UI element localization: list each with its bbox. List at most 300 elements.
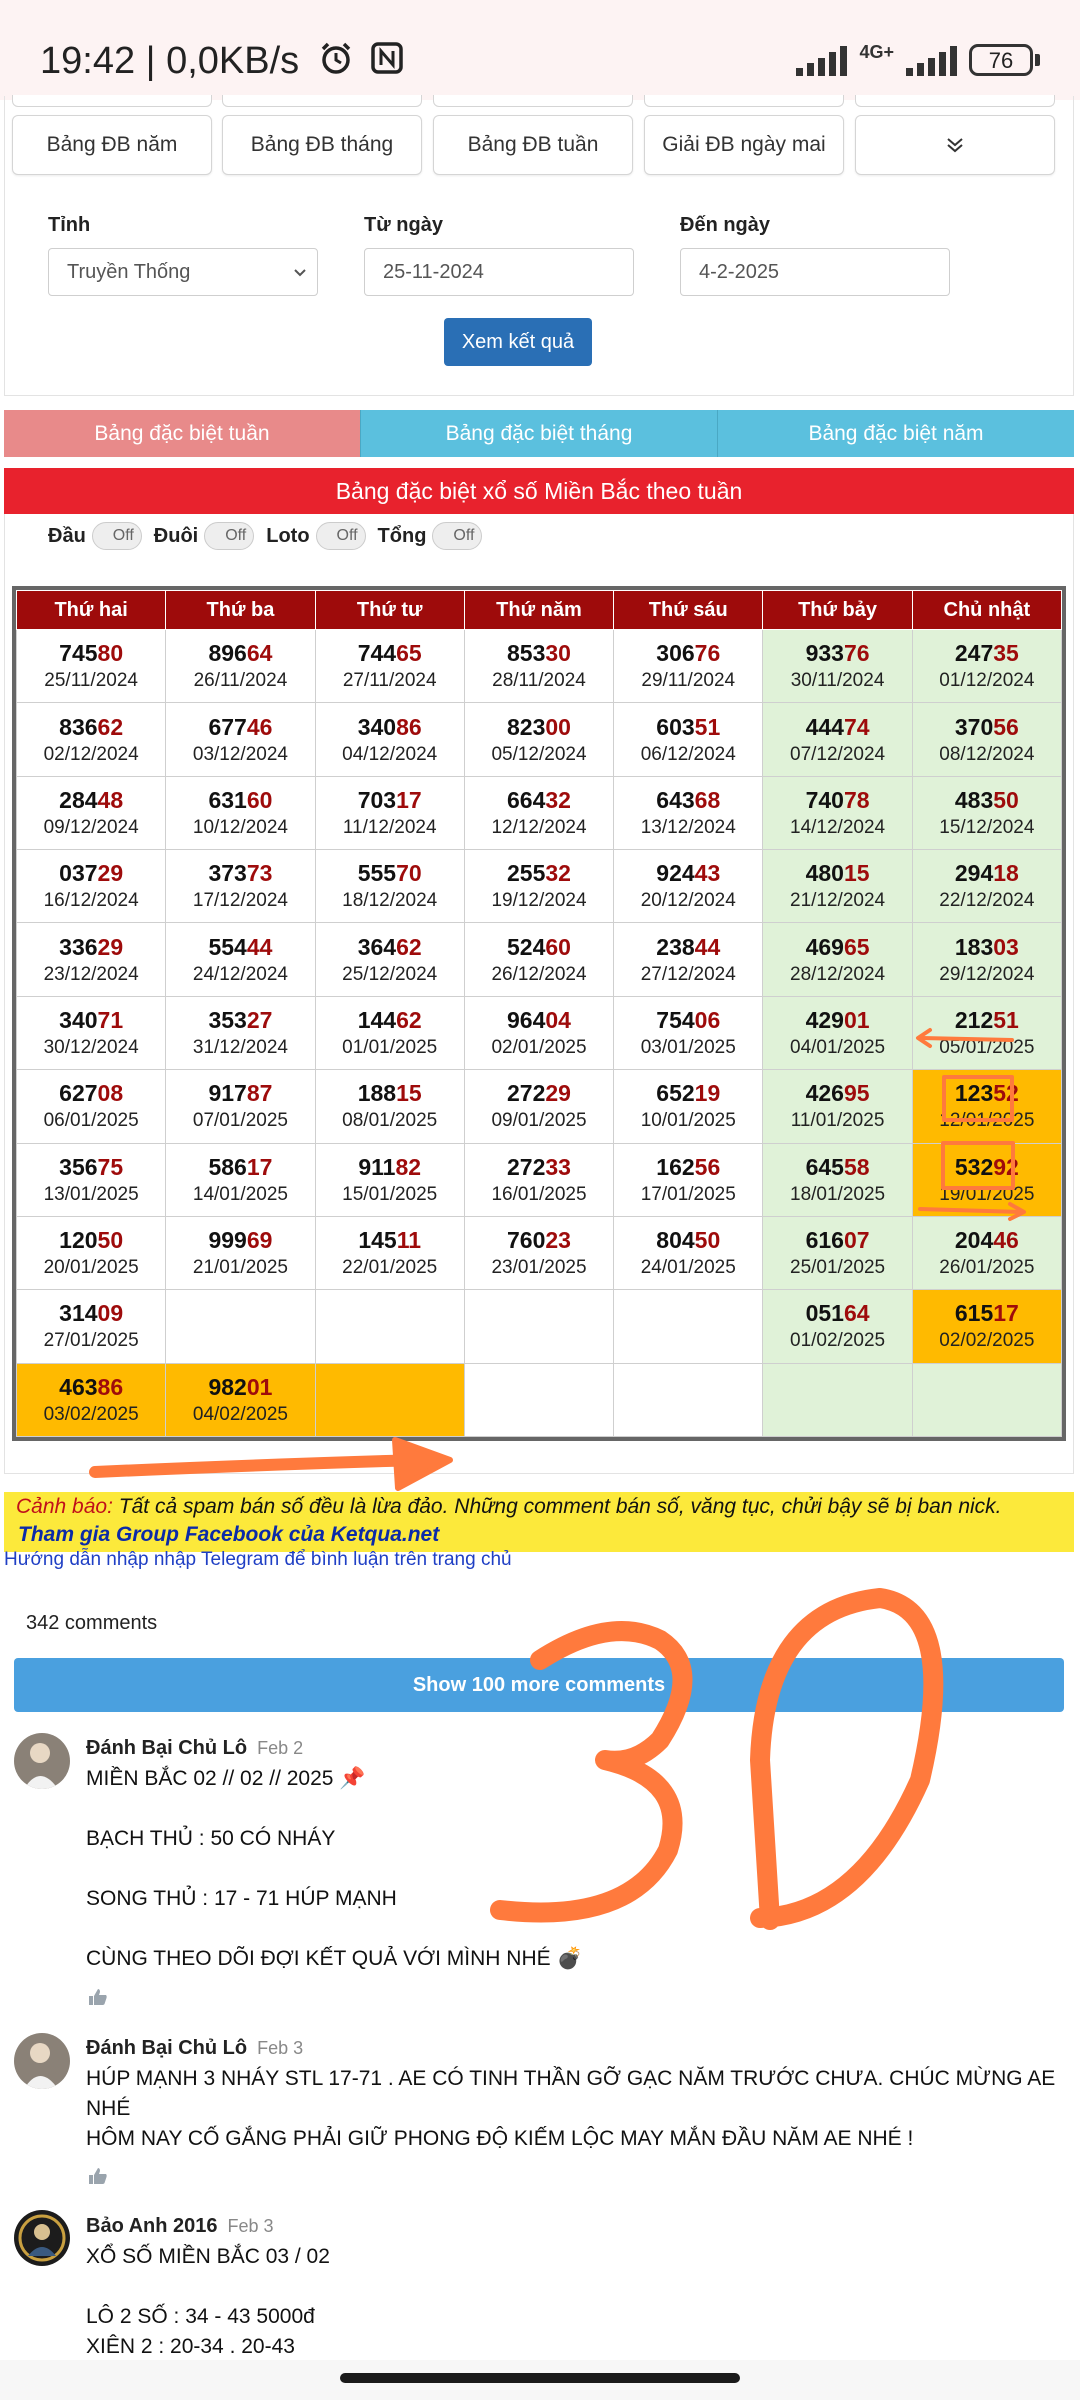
- number-tail: 60: [246, 786, 273, 813]
- toggle-row: [48, 522, 488, 550]
- comment-line: CÙNG THEO DÕI ĐỢI KẾT QUẢ VỚI MÌNH NHÉ 💣: [86, 1947, 583, 1970]
- result-cell: [17, 1143, 166, 1216]
- status-time-text: 19:42 | 0,0KB/s: [40, 40, 300, 83]
- toggle-loto[interactable]: Off: [316, 522, 366, 550]
- battery-tip: [1035, 54, 1040, 66]
- result-date: 04/02/2025: [192, 1403, 288, 1425]
- number-tail: 17: [246, 1153, 273, 1180]
- number-head: 917: [208, 1080, 247, 1107]
- comment-date: Feb 2: [257, 1738, 304, 1758]
- number-head: 238: [656, 933, 695, 960]
- result-number: [17, 858, 165, 888]
- result-date: 09/01/2025: [491, 1110, 587, 1132]
- result-number: [763, 1298, 911, 1328]
- result-number: [763, 785, 911, 815]
- number-tail: 60: [545, 933, 571, 960]
- number-tail: 69: [246, 1227, 273, 1254]
- result-number: [465, 1078, 613, 1108]
- number-head: 336: [59, 933, 98, 960]
- comment-count: 342 comments: [26, 1612, 158, 1634]
- result-number: [166, 858, 314, 888]
- number-head: 373: [208, 860, 247, 887]
- result-number: [17, 785, 165, 815]
- result-cell: [464, 1070, 613, 1143]
- number-head: 754: [656, 1006, 695, 1033]
- column-header: Thứ ba: [166, 591, 315, 630]
- number-tail: 44: [694, 933, 721, 960]
- number-tail: 65: [396, 640, 422, 667]
- result-cell: [17, 850, 166, 923]
- battery-icon: [969, 44, 1033, 76]
- result-cell: [912, 630, 1061, 703]
- number-head: 703: [357, 786, 397, 813]
- result-cell: [315, 776, 464, 849]
- result-number: [17, 1298, 165, 1328]
- number-head: 627: [59, 1080, 98, 1107]
- battery-level: 76: [988, 47, 1014, 73]
- result-number: [913, 1005, 1061, 1035]
- show-more-comments-button[interactable]: Show 100 more comments: [14, 1658, 1064, 1712]
- btn-db-year[interactable]: Bảng ĐB năm: [12, 115, 212, 175]
- result-cell: [614, 1143, 763, 1216]
- number-head: 745: [59, 640, 98, 667]
- number-head: 444: [805, 713, 844, 740]
- comment-author[interactable]: [86, 1737, 303, 1760]
- signal-icon-2: [906, 44, 957, 76]
- result-date: 01/12/2024: [939, 670, 1035, 692]
- result-cell: [763, 850, 912, 923]
- result-number: [316, 785, 464, 815]
- number-tail: 86: [97, 1373, 124, 1400]
- result-cell: [166, 923, 315, 996]
- result-cell: [315, 630, 464, 703]
- result-date: 19/12/2024: [491, 890, 587, 912]
- result-cell: [17, 996, 166, 1069]
- result-cell: [763, 996, 912, 1069]
- table-row: [17, 1070, 1062, 1143]
- result-cell: [614, 1216, 763, 1289]
- result-date: 13/12/2024: [640, 816, 736, 838]
- number-head: 643: [656, 786, 695, 813]
- number-tail: 46: [993, 1227, 1019, 1254]
- telegram-guide-link[interactable]: Hướng dẫn nhập nhập Telegram để bình luận trên trang chủ: [4, 1549, 512, 1570]
- result-cell: [912, 1070, 1061, 1143]
- result-number: [465, 638, 613, 668]
- result-number: [763, 1225, 911, 1255]
- comment-line: XỔ SỐ MIỀN BẮC 03 / 02: [86, 2245, 330, 2268]
- number-head: 340: [59, 1006, 98, 1033]
- result-number: [614, 785, 762, 815]
- number-tail: 87: [246, 1080, 273, 1107]
- result-number: [17, 1152, 165, 1182]
- number-tail: 80: [97, 640, 124, 667]
- result-cell: [464, 923, 613, 996]
- column-header: Thứ sáu: [614, 591, 763, 630]
- comment-line: HÚP MẠNH 3 NHÁY STL 17-71 . AE CÓ TINH THẦN GỠ GẠC NĂM TRƯỚC CHƯA. CHÚC MỪNG AE: [86, 2067, 1056, 2090]
- result-cell: [17, 776, 166, 849]
- result-date: 04/12/2024: [342, 743, 438, 765]
- number-head: 204: [954, 1227, 994, 1254]
- result-number: [17, 1225, 165, 1255]
- number-head: 911: [358, 1153, 396, 1180]
- result-cell: [464, 776, 613, 849]
- number-tail: 11: [396, 1227, 422, 1254]
- result-cell: [763, 776, 912, 849]
- number-tail: 73: [246, 860, 273, 887]
- number-tail: 56: [694, 1153, 721, 1180]
- result-cell: [17, 1216, 166, 1289]
- number-tail: 64: [843, 1300, 870, 1327]
- result-cell: [166, 1363, 315, 1436]
- result-number: [17, 1372, 165, 1402]
- result-number: [166, 712, 314, 742]
- table-row: [17, 630, 1062, 703]
- result-cell: [912, 776, 1061, 849]
- author-name[interactable]: Đánh Bại Chủ Lô: [86, 1737, 248, 1759]
- number-tail: 50: [97, 1227, 124, 1254]
- result-date: 17/01/2025: [640, 1183, 736, 1205]
- result-date: 20/12/2024: [640, 890, 736, 912]
- result-date: 20/01/2025: [43, 1257, 139, 1279]
- result-date: 01/02/2025: [790, 1330, 886, 1352]
- number-head: 853: [507, 640, 546, 667]
- number-tail: 44: [246, 933, 273, 960]
- result-date: 06/01/2025: [43, 1110, 139, 1132]
- number-tail: 62: [97, 713, 124, 740]
- comment-author[interactable]: [86, 2037, 303, 2060]
- number-head: 603: [656, 713, 695, 740]
- result-number: [913, 712, 1061, 742]
- result-date: 22/01/2025: [342, 1257, 438, 1279]
- number-head: 744: [357, 640, 397, 667]
- status-right-group: [796, 42, 1040, 77]
- facebook-group-link[interactable]: Tham gia Group Facebook của Ketqua.net: [18, 1523, 440, 1546]
- result-number: [166, 638, 314, 668]
- result-date: 10/01/2025: [640, 1110, 736, 1132]
- number-head: 145: [358, 1227, 397, 1254]
- number-tail: 51: [694, 713, 721, 740]
- number-tail: 74: [843, 713, 870, 740]
- province-label: Tỉnh: [48, 214, 91, 236]
- result-number: [465, 932, 613, 962]
- result-date: 11/01/2025: [790, 1110, 885, 1132]
- result-number: [166, 1372, 314, 1402]
- warning-text: [16, 1495, 1066, 1519]
- number-head: 051: [805, 1300, 844, 1327]
- result-number: [316, 1005, 464, 1035]
- result-number: [913, 1298, 1061, 1328]
- result-cell: [614, 776, 763, 849]
- number-head: 356: [59, 1153, 98, 1180]
- result-date: 08/12/2024: [939, 743, 1035, 765]
- table-row: [17, 923, 1062, 996]
- province-select[interactable]: [48, 248, 318, 296]
- result-date: 25/12/2024: [342, 963, 438, 985]
- result-cell: [17, 630, 166, 703]
- btn-db-tomorrow[interactable]: Giải ĐB ngày mai: [644, 115, 844, 175]
- result-cell: [912, 1290, 1061, 1363]
- number-head: 247: [954, 640, 994, 667]
- view-results-button[interactable]: Xem kết quả: [444, 318, 592, 366]
- number-tail: 86: [396, 713, 422, 740]
- number-head: 314: [59, 1300, 98, 1327]
- result-number: [465, 1225, 613, 1255]
- number-tail: 06: [694, 1006, 721, 1033]
- result-date: 29/12/2024: [939, 963, 1035, 985]
- result-date: 16/12/2024: [43, 890, 139, 912]
- number-head: 823: [507, 713, 546, 740]
- number-tail: 50: [694, 1227, 721, 1254]
- result-cell: [614, 630, 763, 703]
- result-cell: [315, 1290, 464, 1363]
- toggle-label-loto: Loto: [266, 524, 310, 547]
- result-date: 06/12/2024: [640, 743, 736, 765]
- result-cell: [315, 703, 464, 776]
- number-head: 555: [357, 860, 397, 887]
- number-head: 631: [208, 786, 247, 813]
- nfc-icon: [370, 41, 404, 85]
- number-head: 760: [507, 1227, 546, 1254]
- result-cell: [763, 630, 912, 703]
- result-cell: [17, 703, 166, 776]
- home-gesture-bar[interactable]: [340, 2373, 740, 2383]
- result-date: 02/12/2024: [43, 743, 139, 765]
- result-number: [166, 1005, 314, 1035]
- number-head: 924: [656, 860, 695, 887]
- result-number: [17, 932, 165, 962]
- comment-date: Feb 3: [227, 2216, 274, 2236]
- result-date: 08/01/2025: [342, 1110, 438, 1132]
- result-date: 11/12/2024: [342, 816, 437, 838]
- expand-menu-button[interactable]: [855, 115, 1055, 175]
- warning-message: Tất cả spam bán số đều là lừa đảo. Những comment bán số, văng tục, chửi bậy sẽ bị ban nick.: [118, 1495, 1002, 1518]
- result-cell: [464, 996, 613, 1069]
- table-row: [17, 703, 1062, 776]
- result-date: 28/12/2024: [790, 963, 886, 985]
- number-head: 586: [208, 1153, 247, 1180]
- result-cell: [912, 1216, 1061, 1289]
- number-tail: 48: [97, 786, 124, 813]
- btn-db-week[interactable]: Bảng ĐB tuần: [433, 115, 633, 175]
- number-head: 284: [59, 786, 98, 813]
- number-head: 896: [208, 640, 247, 667]
- result-number: [465, 858, 613, 888]
- comment-line: BẠCH THỦ : 50 CÓ NHÁY: [86, 1827, 336, 1850]
- number-head: 616: [805, 1227, 844, 1254]
- result-date: 07/12/2024: [790, 743, 886, 765]
- province-value: Truyền Thống: [67, 260, 191, 283]
- comment-author[interactable]: [86, 2215, 274, 2238]
- result-cell: [315, 996, 464, 1069]
- result-cell: [912, 703, 1061, 776]
- result-number: [316, 712, 464, 742]
- to-date-value: 4-2-2025: [699, 260, 780, 283]
- comment-line: SONG THỦ : 17 - 71 HÚP MẠNH: [86, 1887, 397, 1910]
- result-cell: [166, 1290, 315, 1363]
- number-tail: 15: [843, 860, 870, 887]
- number-tail: 64: [246, 640, 273, 667]
- result-cell: [464, 630, 613, 703]
- from-date-input[interactable]: [364, 248, 634, 296]
- result-date: 24/12/2024: [192, 963, 288, 985]
- number-tail: 75: [97, 1153, 124, 1180]
- number-tail: 50: [993, 786, 1019, 813]
- alarm-icon: [318, 40, 354, 86]
- result-number: [166, 932, 314, 962]
- result-date: 09/12/2024: [43, 816, 139, 838]
- tab-yearly[interactable]: Bảng đặc biệt năm: [717, 410, 1074, 457]
- toggle-tong[interactable]: Off: [432, 522, 482, 550]
- number-tail: 01: [843, 1006, 870, 1033]
- result-number: [316, 638, 464, 668]
- result-date: 28/11/2024: [492, 670, 586, 692]
- result-date: 15/12/2024: [939, 816, 1035, 838]
- to-date-input[interactable]: [680, 248, 950, 296]
- avatar[interactable]: [14, 1733, 70, 1789]
- number-head: 532: [954, 1153, 994, 1180]
- number-head: 183: [954, 933, 994, 960]
- drawn-digit-zero: [760, 1598, 933, 1920]
- result-cell: [315, 1363, 464, 1436]
- result-number: [465, 785, 613, 815]
- result-number: [465, 712, 613, 742]
- result-date: 16/01/2025: [491, 1183, 587, 1205]
- result-cell: [464, 1363, 613, 1436]
- toggle-dau[interactable]: Off: [92, 522, 142, 550]
- number-tail: 19: [694, 1080, 721, 1107]
- number-tail: 35: [993, 640, 1019, 667]
- result-number: [17, 712, 165, 742]
- result-date: 26/11/2024: [193, 670, 288, 692]
- table-row: [17, 1290, 1062, 1363]
- number-head: 364: [357, 933, 397, 960]
- result-cell: [166, 703, 315, 776]
- number-head: 306: [656, 640, 695, 667]
- like-icon[interactable]: [88, 2167, 108, 2185]
- result-cell: [17, 1290, 166, 1363]
- avatar[interactable]: [14, 2210, 70, 2266]
- result-date: 27/01/2025: [43, 1330, 139, 1352]
- number-tail: 76: [843, 640, 870, 667]
- number-head: 652: [656, 1080, 695, 1107]
- result-date: 10/12/2024: [192, 816, 288, 838]
- number-tail: 29: [97, 933, 124, 960]
- number-tail: 33: [545, 1153, 571, 1180]
- result-cell: [315, 923, 464, 996]
- result-number: [17, 638, 165, 668]
- number-tail: 03: [993, 933, 1019, 960]
- result-date: 04/01/2025: [790, 1036, 886, 1058]
- result-number: [913, 858, 1061, 888]
- number-tail: 62: [396, 1006, 422, 1033]
- result-date: 22/12/2024: [939, 890, 1035, 912]
- number-head: 740: [805, 786, 844, 813]
- result-date: 17/12/2024: [192, 890, 288, 912]
- result-number: [614, 1225, 762, 1255]
- result-number: [614, 932, 762, 962]
- comment-line: NHÉ: [86, 2097, 131, 2120]
- result-date: 24/01/2025: [640, 1257, 736, 1279]
- result-cell: [763, 1363, 912, 1436]
- number-head: 524: [507, 933, 546, 960]
- number-head: 426: [805, 1080, 844, 1107]
- result-number: [763, 1152, 911, 1182]
- number-head: 120: [59, 1227, 98, 1254]
- double-chevron-down-icon: [943, 133, 967, 157]
- toggle-label-duoi: Đuôi: [153, 524, 199, 547]
- toggle-duoi[interactable]: Off: [204, 522, 254, 550]
- result-cell: [763, 1290, 912, 1363]
- column-header: Thứ bảy: [763, 591, 912, 630]
- result-number: [763, 932, 911, 962]
- table-body: [17, 630, 1062, 1437]
- number-head: 463: [59, 1373, 98, 1400]
- result-date: 25/11/2024: [44, 670, 138, 692]
- result-number: [763, 638, 911, 668]
- number-tail: 17: [993, 1300, 1019, 1327]
- result-date: 07/01/2025: [192, 1110, 288, 1132]
- result-number: [166, 1152, 314, 1182]
- number-head: 645: [805, 1153, 844, 1180]
- result-cell: [166, 1070, 315, 1143]
- result-date: 30/12/2024: [43, 1036, 139, 1058]
- result-number: [166, 785, 314, 815]
- table-row: [17, 996, 1062, 1069]
- number-tail: 30: [545, 640, 571, 667]
- result-cell: [912, 996, 1061, 1069]
- result-number: [17, 1005, 165, 1035]
- number-tail: 29: [545, 1080, 571, 1107]
- like-icon[interactable]: [88, 1988, 108, 2006]
- result-cell: [464, 1290, 613, 1363]
- result-cell: [464, 703, 613, 776]
- tab-monthly[interactable]: Bảng đặc biệt tháng: [360, 410, 717, 457]
- number-head: 554: [208, 933, 247, 960]
- number-head: 664: [507, 786, 546, 813]
- result-cell: [763, 1216, 912, 1289]
- result-date: 03/12/2024: [192, 743, 288, 765]
- result-number: [614, 712, 762, 742]
- number-tail: 65: [843, 933, 870, 960]
- btn-db-month[interactable]: Bảng ĐB tháng: [222, 115, 422, 175]
- warning-label: Cảnh báo:: [16, 1495, 113, 1518]
- result-cell: [166, 996, 315, 1069]
- result-date: 19/01/2025: [939, 1183, 1035, 1205]
- number-head: 340: [357, 713, 397, 740]
- result-date: 31/12/2024: [192, 1036, 288, 1058]
- result-number: [465, 1005, 613, 1035]
- table-row: [17, 1143, 1062, 1216]
- number-tail: 95: [843, 1080, 870, 1107]
- result-cell: [614, 703, 763, 776]
- author-name[interactable]: Đánh Bại Chủ Lô: [86, 2037, 248, 2059]
- result-cell: [166, 1216, 315, 1289]
- number-head: 677: [208, 713, 247, 740]
- avatar[interactable]: [14, 2033, 70, 2089]
- result-date: 23/12/2024: [43, 963, 139, 985]
- result-number: [316, 858, 464, 888]
- table-title: Bảng đặc biệt xổ số Miền Bắc theo tuần: [4, 468, 1074, 514]
- result-date: 26/01/2025: [939, 1257, 1035, 1279]
- result-cell: [315, 1216, 464, 1289]
- result-date: 29/11/2024: [641, 670, 736, 692]
- tab-weekly[interactable]: Bảng đặc biệt tuần: [4, 410, 360, 457]
- result-cell: [464, 850, 613, 923]
- author-name[interactable]: Bảo Anh 2016: [86, 2215, 218, 2237]
- result-cell: [17, 923, 166, 996]
- number-tail: 78: [843, 786, 870, 813]
- result-cell: [166, 630, 315, 703]
